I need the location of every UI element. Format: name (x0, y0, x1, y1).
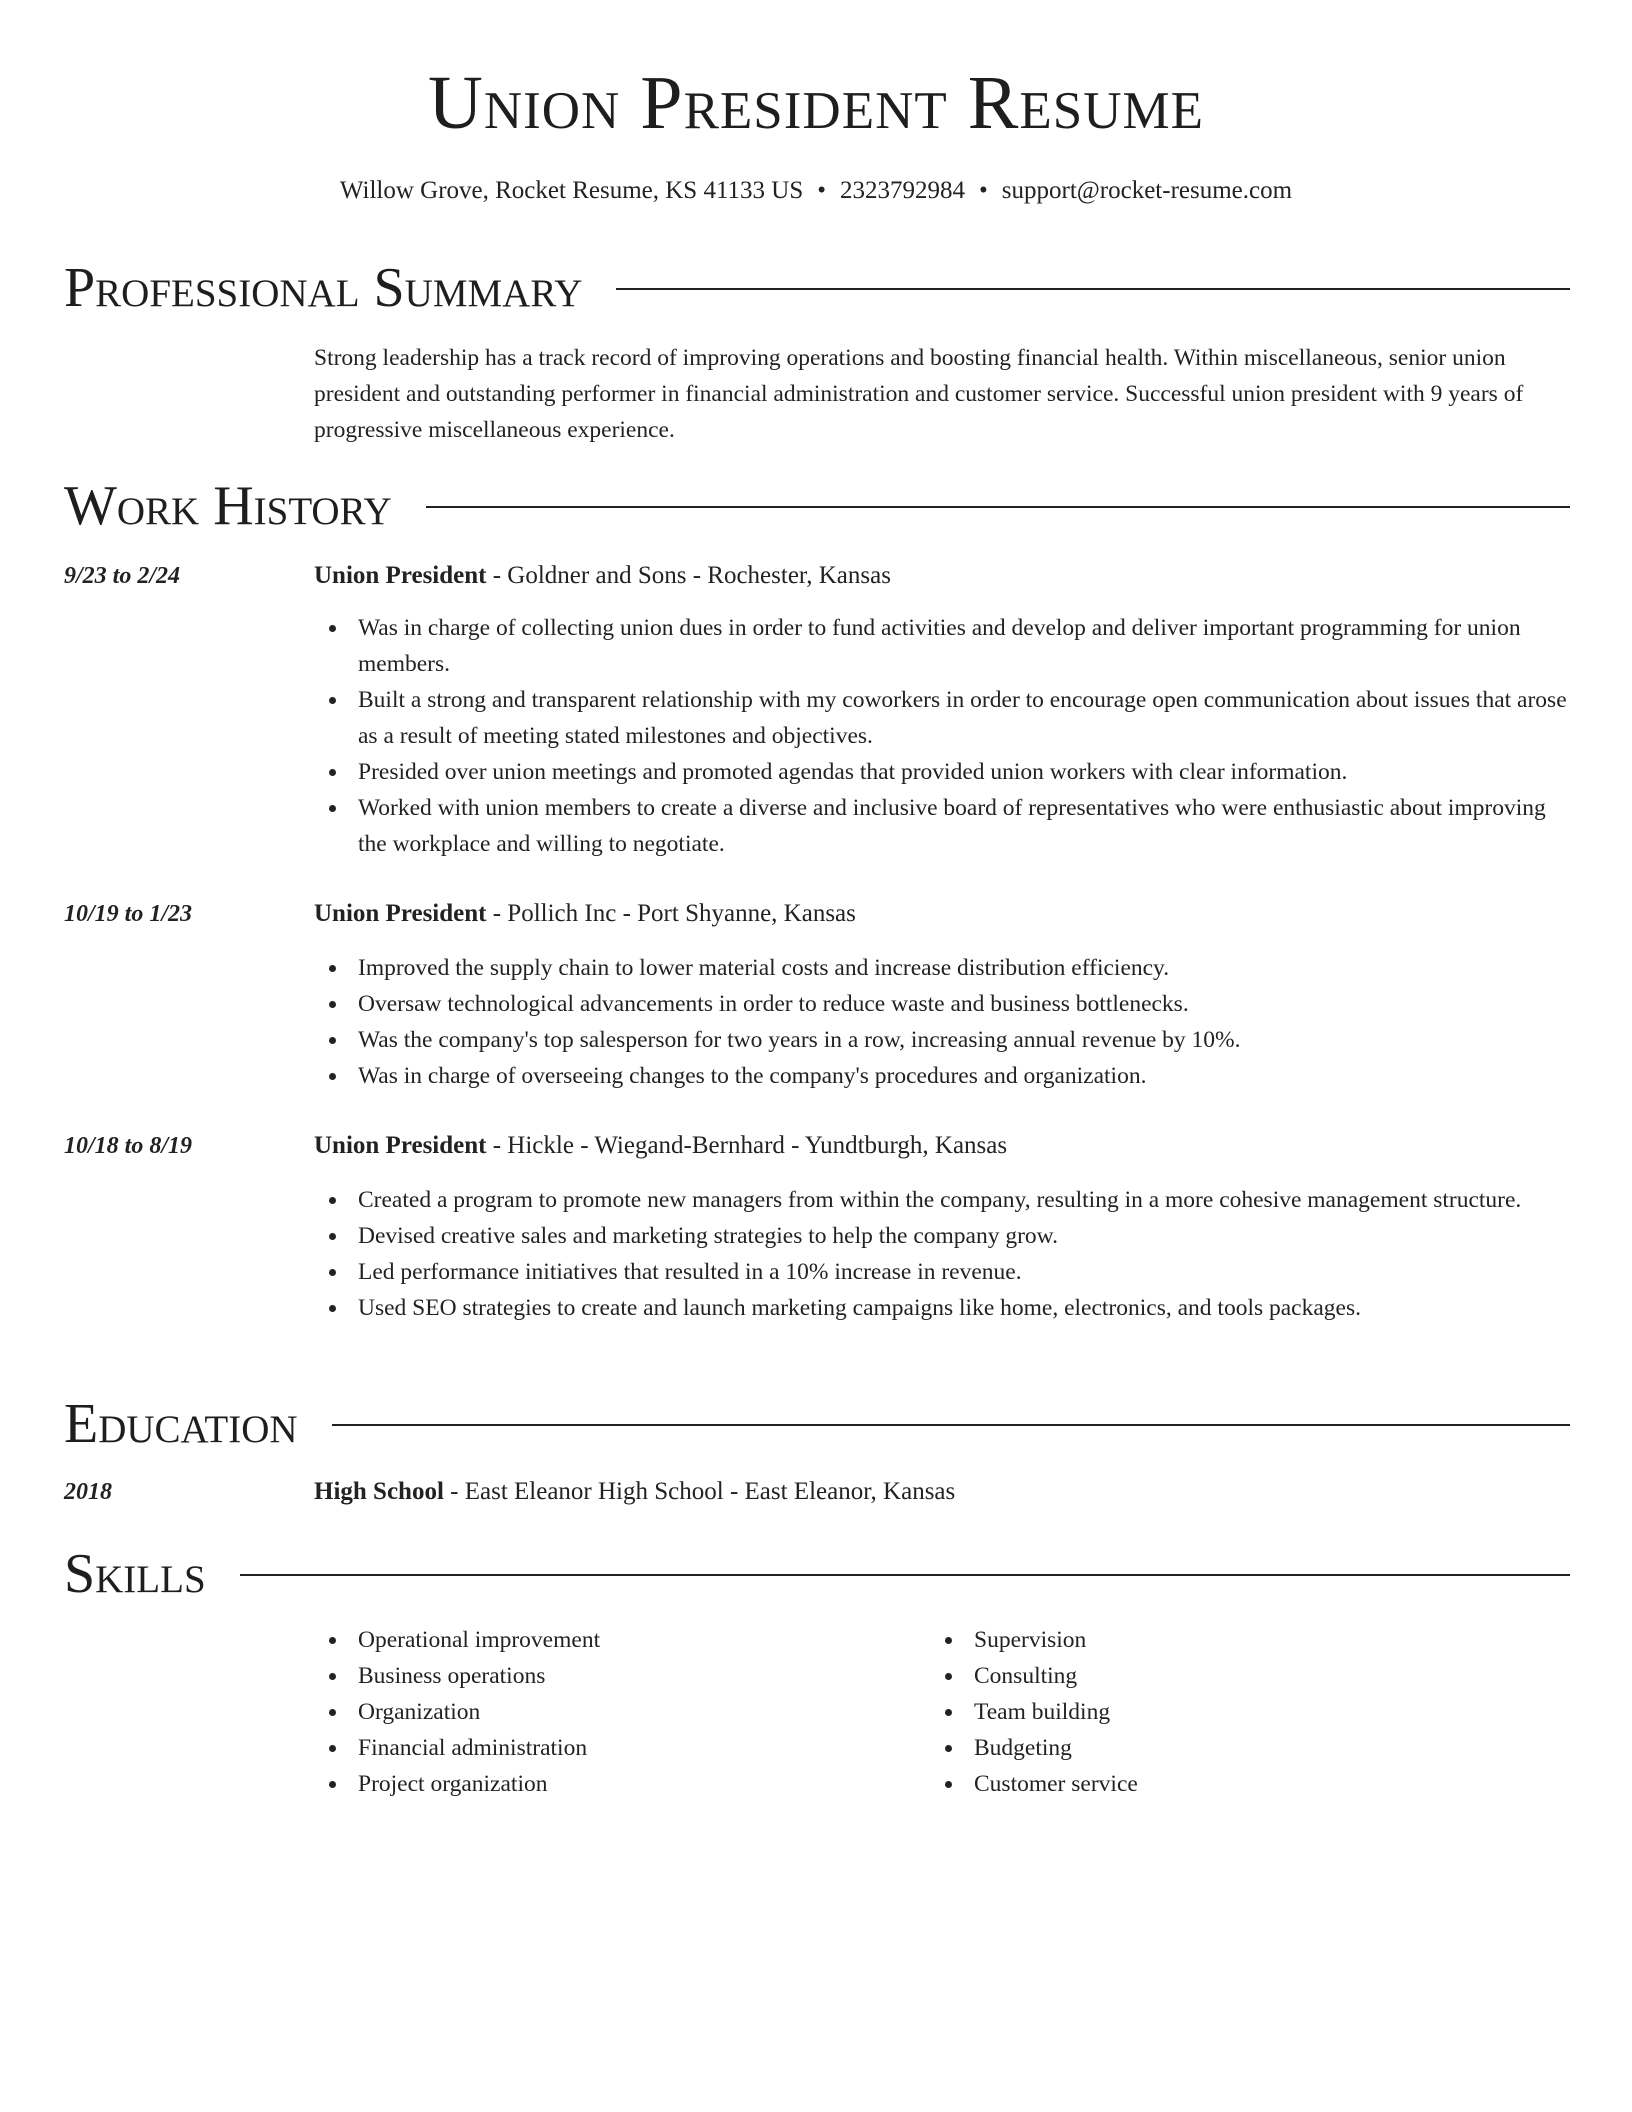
job-title-line (314, 896, 856, 932)
skill-item: Financial administration (314, 1730, 914, 1766)
list-item: Was the company's top salesperson for two years in a row, increasing annual revenue by 10%. (314, 1022, 1570, 1058)
skill-item: Operational improvement (314, 1622, 914, 1658)
job-bullets (314, 610, 1570, 862)
skill-item: Budgeting (930, 1730, 1530, 1766)
education-degree: High School (314, 1478, 444, 1505)
list-item: Presided over union meetings and promoted agendas that provided union workers with clear information. (314, 754, 1570, 790)
contact-separator: • (817, 177, 826, 204)
list-item: Created a program to promote new managers from within the company, resulting in a more cohesive management structure. (314, 1182, 1570, 1218)
education-year: 2018 (64, 1479, 112, 1505)
education-details: - East Eleanor High School - East Eleanor, Kansas (443, 1478, 956, 1505)
list-item: Built a strong and transparent relationship with my coworkers in order to encourage open communication about issues that arose as a result of meeting stated milestones and objectives. (314, 682, 1570, 754)
resume-title: Union President Resume (427, 61, 1205, 145)
skill-item: Project organization (314, 1766, 914, 1802)
job-dates: 9/23 to 2/24 (64, 563, 181, 589)
job-dates: 10/19 to 1/23 (64, 901, 193, 927)
list-item: Was in charge of overseeing changes to the company's procedures and organization. (314, 1058, 1570, 1094)
job-bullets (314, 950, 1570, 1094)
section-header-skills (64, 1542, 1570, 1606)
contact-line (0, 176, 1632, 206)
job-bullets (314, 1182, 1570, 1326)
list-item: Improved the supply chain to lower material costs and increase distribution efficiency. (314, 950, 1570, 986)
summary-text: Strong leadership has a track record of improving operations and boosting financial health. Within miscellaneous, senior union president and outstanding performer in financial administration and customer service. Successful union president with 9 years of progressive miscellaneous experience. (314, 345, 1524, 443)
job-details: - Hickle - Wiegand-Bernhard - Yundtburgh, Kansas (486, 1132, 1008, 1159)
skill-item: Supervision (930, 1622, 1530, 1658)
section-header-work-history (64, 474, 1570, 538)
list-item: Was in charge of collecting union dues in order to fund activities and develop and deliver important programming for union members. (314, 610, 1570, 682)
section-divider (426, 506, 1570, 508)
skill-item: Team building (930, 1694, 1530, 1730)
contact-address: Willow Grove, Rocket Resume, KS 41133 US (339, 177, 804, 204)
job-title-line (314, 1128, 1007, 1164)
skills-list-left (314, 1622, 914, 1802)
section-divider (240, 1574, 1570, 1576)
skill-item: Organization (314, 1694, 914, 1730)
contact-separator: • (979, 177, 988, 204)
job-dates: 10/18 to 8/19 (64, 1133, 193, 1159)
section-title: Work History (64, 475, 392, 537)
section-header-summary (64, 256, 1570, 320)
list-item: Worked with union members to create a diverse and inclusive board of representatives who were enthusiastic about improving the workplace and willing to negotiate. (314, 790, 1570, 862)
skill-item: Business operations (314, 1658, 914, 1694)
skill-item: Customer service (930, 1766, 1530, 1802)
job-details: - Goldner and Sons - Rochester, Kansas (486, 562, 891, 589)
contact-phone: 2323792984 (840, 177, 965, 204)
section-divider (332, 1424, 1570, 1426)
section-title: Education (64, 1393, 298, 1455)
skill-item: Consulting (930, 1658, 1530, 1694)
section-header-education (64, 1392, 1570, 1456)
section-title: Professional Summary (64, 257, 583, 319)
section-title: Skills (64, 1543, 206, 1605)
list-item: Used SEO strategies to create and launch marketing campaigns like home, electronics, and tools packages. (314, 1290, 1570, 1326)
job-details: - Pollich Inc - Port Shyanne, Kansas (486, 900, 856, 927)
job-title-line (314, 558, 891, 594)
list-item: Led performance initiatives that resulted in a 10% increase in revenue. (314, 1254, 1570, 1290)
section-divider (616, 288, 1570, 290)
contact-email: support@rocket-resume.com (1001, 177, 1293, 204)
job-role: Union President (314, 562, 487, 589)
job-role: Union President (314, 900, 487, 927)
skills-list-right (930, 1622, 1530, 1802)
list-item: Devised creative sales and marketing strategies to help the company grow. (314, 1218, 1570, 1254)
job-role: Union President (314, 1132, 487, 1159)
list-item: Oversaw technological advancements in order to reduce waste and business bottlenecks. (314, 986, 1570, 1022)
education-line (314, 1474, 955, 1510)
